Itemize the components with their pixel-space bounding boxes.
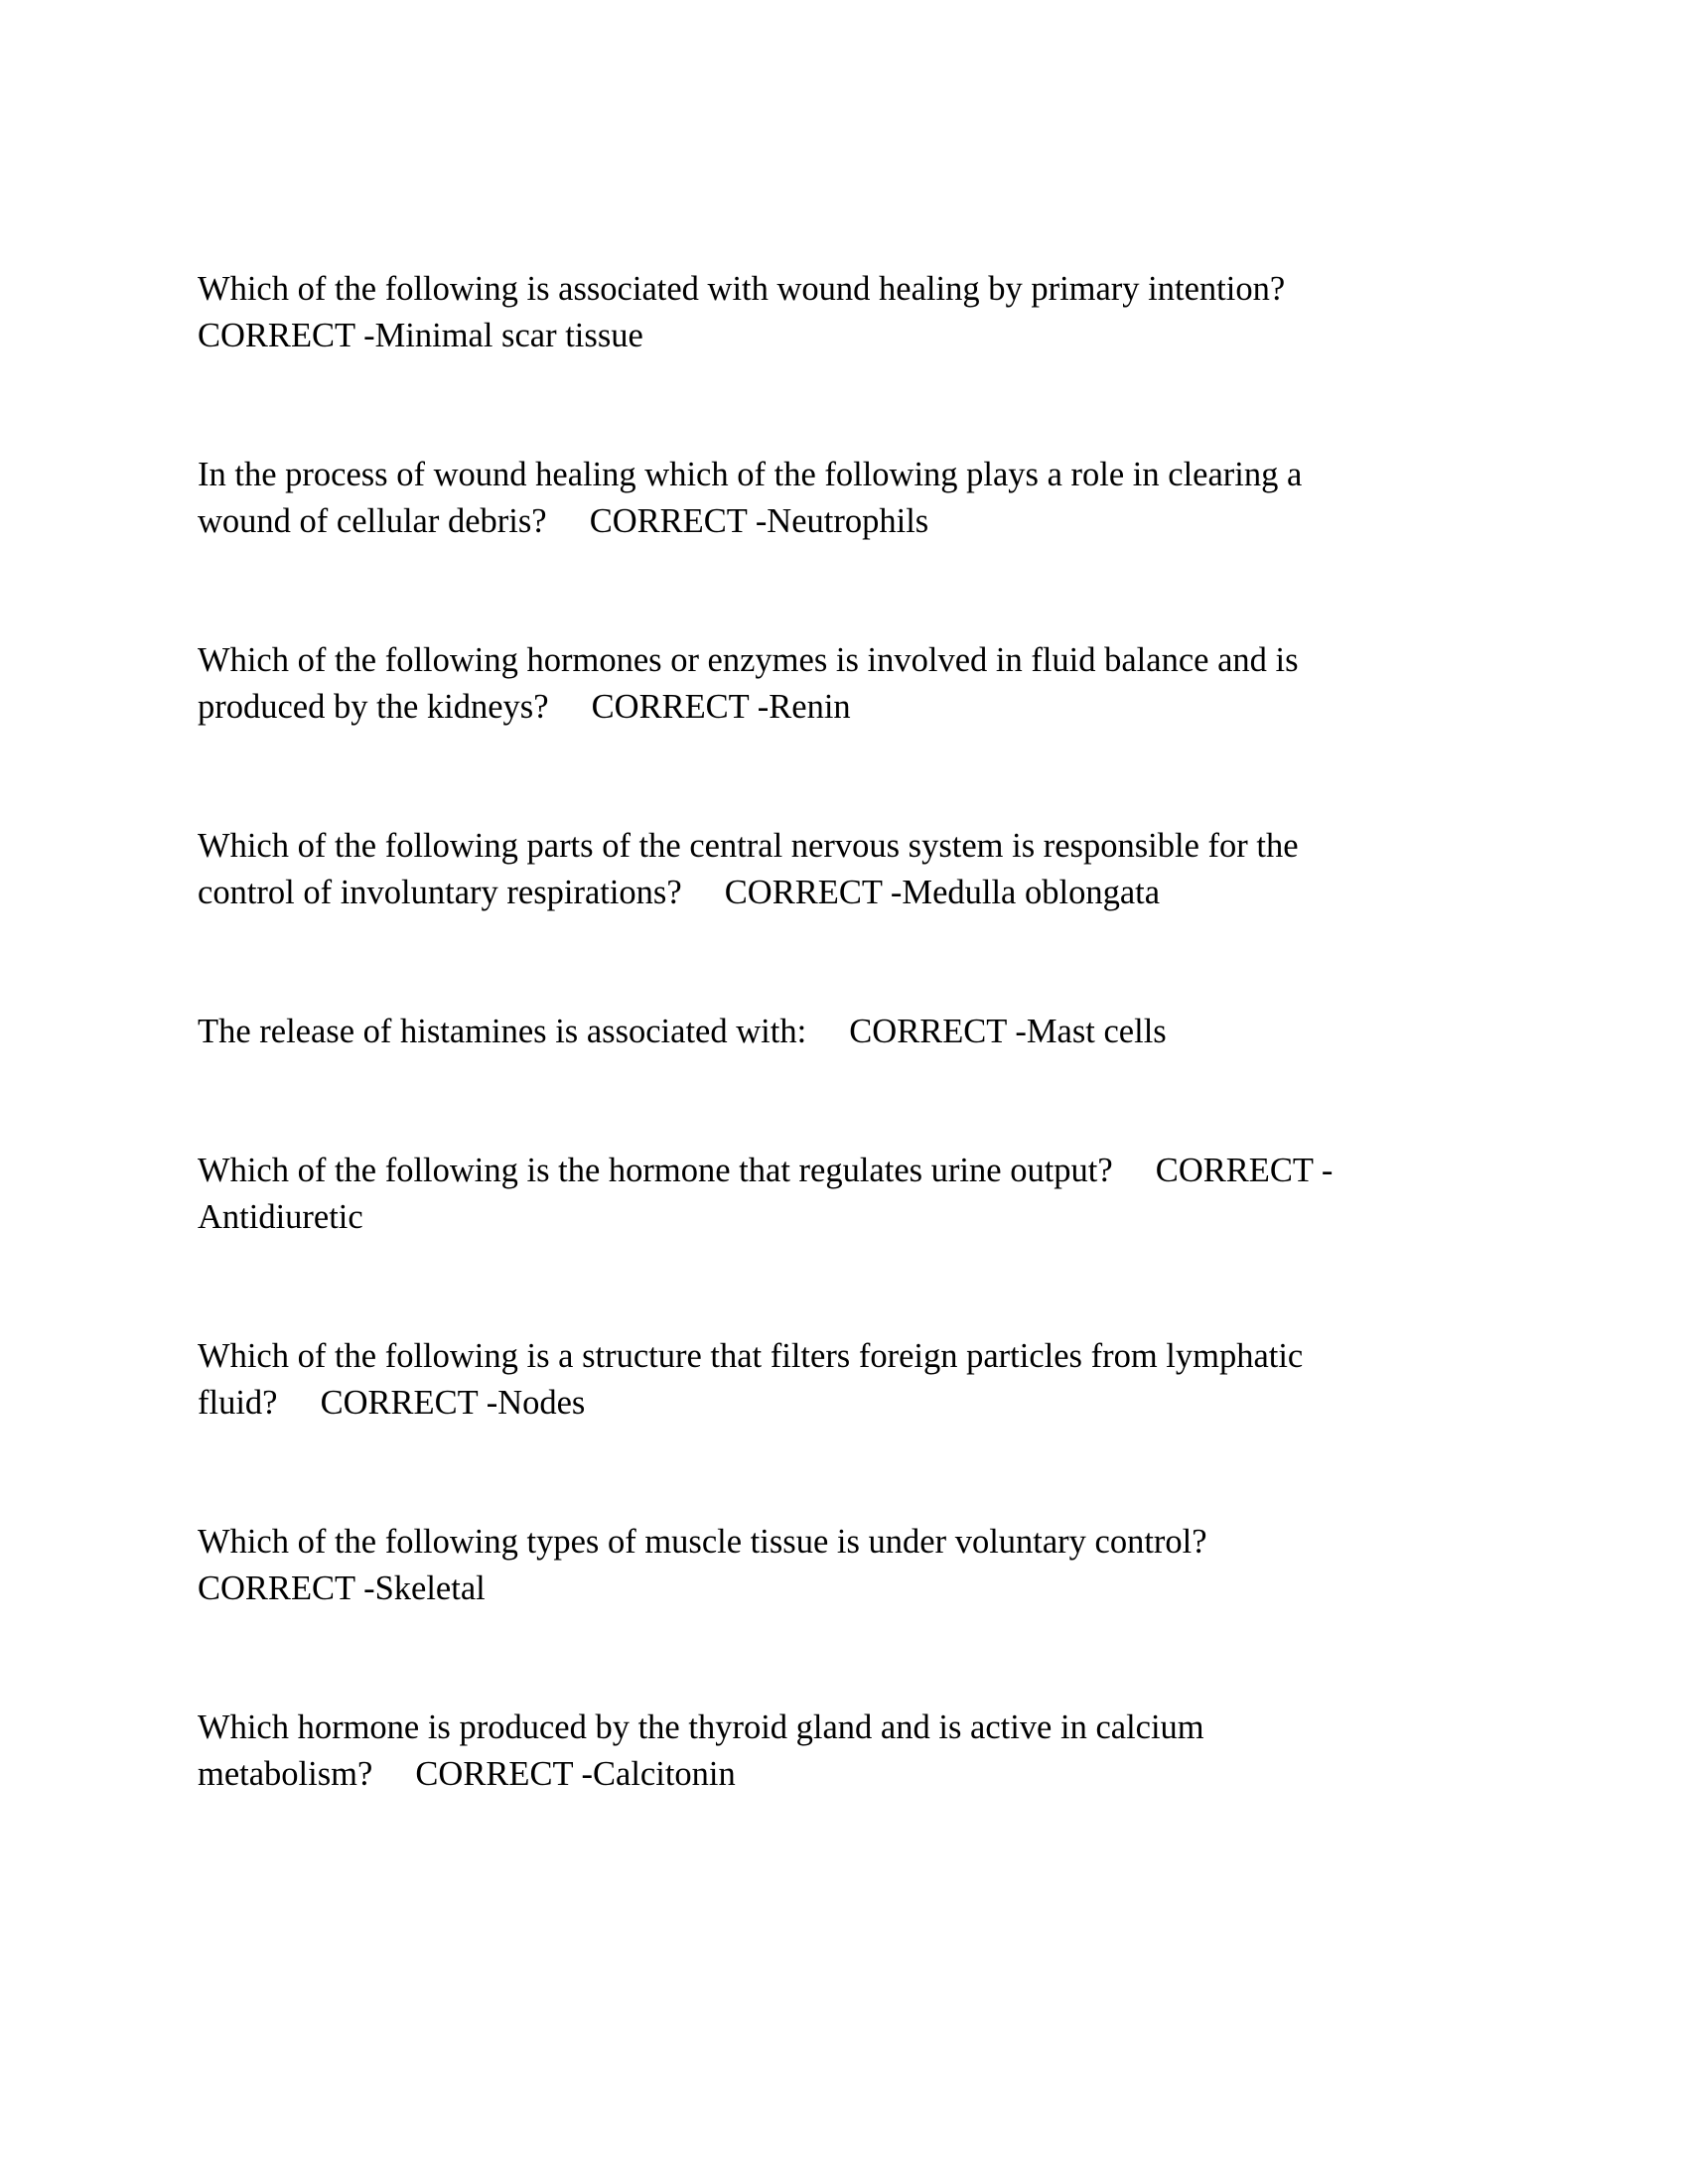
- question-answer-9: [198, 1705, 1508, 1798]
- question-text: Which of the following parts of the central nervous system is responsible for the: [198, 827, 1299, 865]
- question-text: Which hormone is produced by the thyroid gland and is active in calcium: [198, 1708, 1204, 1746]
- question-answer-3: [198, 637, 1508, 731]
- answer-text: control of involuntary respirations? CORRECT -Medulla oblongata: [198, 874, 1161, 911]
- question-answer-8: [198, 1519, 1508, 1612]
- answer-text: Antidiuretic: [198, 1198, 363, 1236]
- question-answer-5: [198, 1009, 1508, 1055]
- question-answer-2: [198, 452, 1508, 545]
- question-text: Which of the following is a structure that filters foreign particles from lymphatic: [198, 1337, 1304, 1375]
- question-answer-text: The release of histamines is associated with: CORRECT -Mast cells: [198, 1013, 1167, 1050]
- document-page: [198, 266, 1508, 1890]
- question-text: Which of the following hormones or enzymes is involved in fluid balance and is: [198, 641, 1299, 679]
- answer-text: metabolism? CORRECT -Calcitonin: [198, 1755, 736, 1793]
- answer-text: CORRECT -Skeletal: [198, 1570, 486, 1607]
- answer-text: wound of cellular debris? CORRECT -Neutrophils: [198, 502, 929, 540]
- question-text: Which of the following is associated with wound healing by primary intention?: [198, 270, 1286, 308]
- answer-text: fluid? CORRECT -Nodes: [198, 1384, 586, 1422]
- question-text: Which of the following types of muscle tissue is under voluntary control?: [198, 1523, 1207, 1561]
- answer-text: CORRECT -Minimal scar tissue: [198, 317, 643, 354]
- answer-text: produced by the kidneys? CORRECT -Renin: [198, 688, 851, 726]
- question-text: Which of the following is the hormone that regulates urine output? CORRECT -: [198, 1152, 1334, 1189]
- question-answer-6: [198, 1148, 1508, 1241]
- question-answer-7: [198, 1333, 1508, 1427]
- question-text: In the process of wound healing which of the following plays a role in clearing a: [198, 456, 1303, 493]
- question-answer-4: [198, 823, 1508, 916]
- question-answer-1: [198, 266, 1508, 359]
